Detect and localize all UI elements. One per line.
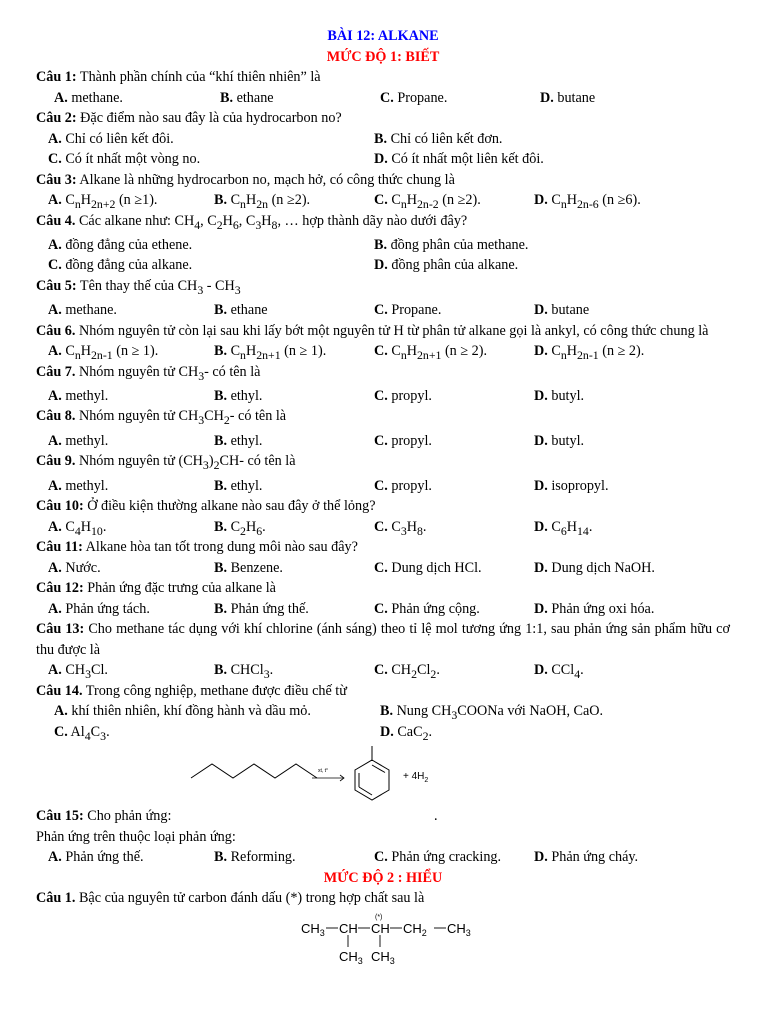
option-label: A. [48, 130, 62, 147]
answer-option [48, 149, 200, 170]
option-label: C. [374, 518, 388, 535]
option-label: D. [374, 257, 388, 274]
option-label: C. [380, 89, 394, 106]
question-number: Câu 1: [36, 69, 77, 85]
option-label: C. [48, 151, 62, 167]
option-label: D. [534, 477, 548, 494]
question-8 [36, 406, 730, 451]
question-text: Alkane hòa tan tốt trong dung môi nào sau đây? [82, 539, 358, 556]
answer-option [214, 847, 296, 868]
question-text: Nhóm nguyên tử $CH_3-$ có tên là [75, 363, 261, 383]
question-text: Trong công nghiệp, methane được điều chế từ [82, 682, 347, 699]
answer-option [214, 341, 326, 365]
option-label: C. [374, 849, 388, 866]
options-row [36, 235, 730, 256]
answer-option [48, 341, 158, 365]
options-row [36, 129, 730, 150]
answer-option [534, 341, 644, 365]
question-h1 [36, 888, 730, 909]
answer-option [374, 129, 502, 150]
answer-option [534, 431, 584, 452]
question-number: Câu 7. [36, 363, 76, 380]
option-text: butyl. [547, 432, 585, 449]
option-text: $C_nH_{2n+2}$ (n ≥1). [61, 192, 158, 211]
option-text: $C_nH_{2n-6}$ (n ≥6). [547, 192, 641, 211]
structure-diagram [36, 909, 730, 989]
answer-option [214, 660, 273, 684]
option-text: đồng phân của methane. [387, 236, 529, 253]
answer-option [534, 300, 589, 321]
answer-option [214, 558, 283, 579]
structure-ch3-branch1: $CH_3$ [339, 948, 363, 966]
question-number: Câu 9. [36, 453, 76, 470]
answer-option [48, 300, 117, 321]
level2-question-1 [36, 888, 730, 909]
option-text: CCl$_4$. [547, 662, 584, 681]
option-text: ethyl. [227, 477, 263, 494]
option-label: B. [214, 432, 228, 449]
question-text: Thành phần chính của “khí thiên nhiên” là [76, 69, 321, 85]
option-text: $C_2H_6$. [227, 518, 266, 538]
option-text: methyl. [61, 432, 109, 449]
option-text: Dung dịch NaOH. [547, 559, 655, 576]
answer-option [374, 599, 480, 620]
question-14 [36, 681, 730, 743]
options-row [36, 722, 730, 743]
option-text: butane [553, 89, 596, 106]
answer-option [48, 847, 144, 868]
question-number: Câu 11: [36, 539, 83, 556]
option-label: B. [214, 662, 228, 679]
options-row [36, 558, 730, 579]
answer-option [48, 190, 157, 214]
question-4 [36, 211, 730, 276]
option-text: khí thiên nhiên, khí đồng hành và dầu mỏ. [67, 703, 311, 720]
question-number: Câu 3: [36, 171, 77, 188]
question-stem [36, 578, 730, 599]
option-text: propyl. [387, 477, 432, 494]
option-text: Benzene. [227, 559, 283, 576]
answer-option [48, 431, 108, 452]
answer-option [534, 847, 638, 868]
answer-option [534, 476, 609, 497]
question-stem [36, 496, 730, 517]
option-text: Propane. [393, 89, 448, 106]
question-number: Câu 8. [36, 408, 76, 425]
answer-option [220, 88, 274, 109]
options-row [36, 847, 730, 868]
answer-option [48, 517, 106, 541]
structure-ch3-left: $CH_3$ [301, 920, 325, 938]
answer-option [374, 431, 432, 452]
question-number: Câu 15: [36, 808, 84, 825]
option-text: Có ít nhất một vòng no. [61, 151, 201, 167]
options-row [36, 88, 730, 109]
question-3 [36, 170, 730, 211]
option-label: D. [534, 559, 548, 576]
option-label: D. [534, 302, 548, 319]
option-text: methane. [67, 89, 123, 106]
option-label: B. [214, 600, 228, 617]
option-text: $C_nH_{2n}$ (n ≥2). [227, 192, 311, 211]
structure-star: (*) [375, 913, 383, 921]
answer-option [534, 599, 654, 620]
option-text: butane [547, 302, 590, 319]
answer-option [374, 190, 481, 214]
question-number: Câu 13: [36, 621, 85, 638]
question-subline: Phản ứng trên thuộc loại phản ứng: [36, 828, 236, 845]
question-stem [36, 888, 730, 909]
question-stem [36, 67, 730, 88]
option-text: Có ít nhất một liên kết đôi. [387, 151, 544, 167]
option-label: D. [534, 849, 548, 866]
reaction-product: + $4H_2$ [403, 771, 429, 785]
answer-option [374, 558, 482, 579]
answer-option [374, 386, 432, 407]
option-text: propyl. [387, 387, 432, 404]
answer-option [380, 88, 447, 109]
option-text: $C_nH_{2n+1}$ (n ≥ 1). [227, 343, 327, 362]
answer-option [48, 386, 108, 407]
option-label: A. [48, 302, 62, 319]
question-text: Bậc của nguyên tử carbon đánh dấu (*) trong hợp chất sau là [75, 890, 425, 907]
question-stem [36, 619, 730, 660]
answer-option [48, 558, 101, 579]
question-13 [36, 619, 730, 681]
answer-option [214, 386, 262, 407]
option-text: Chỉ có liên kết đơn. [387, 130, 503, 147]
answer-option [540, 88, 595, 109]
question-2 [36, 108, 730, 170]
answer-option [534, 558, 655, 579]
question-text: Ở điều kiện thường alkane nào sau đây ở thể lỏng? [83, 498, 376, 515]
option-label: B. [214, 849, 228, 866]
answer-option [48, 660, 108, 684]
section-heading-level1: MỨC ĐỘ 1: BIẾT [326, 48, 440, 65]
option-label: A. [48, 662, 62, 679]
option-text: Propane. [387, 302, 442, 319]
answer-option [534, 386, 584, 407]
answer-option [214, 599, 309, 620]
option-label: A. [48, 849, 62, 866]
question-number: Câu 10: [36, 498, 84, 515]
option-label: A. [48, 387, 62, 404]
options-row [36, 386, 730, 407]
answer-option [214, 300, 268, 321]
option-label: A. [54, 89, 68, 106]
option-label: D. [540, 89, 554, 106]
option-text: $Al_4C_3$. [67, 723, 110, 743]
options-row [36, 255, 730, 276]
answer-option [374, 235, 528, 256]
option-text: CaC$_2$. [393, 723, 433, 743]
option-label: A. [48, 559, 62, 576]
option-label: A. [48, 477, 62, 494]
option-text: $C_nH_{2n-1}$ (n ≥ 2). [547, 343, 645, 362]
level1-questions [36, 67, 730, 742]
question-text: Phản ứng đặc trưng của alkane là [83, 580, 276, 597]
option-label: D. [374, 151, 388, 167]
option-label: B. [374, 130, 388, 147]
option-label: B. [374, 236, 388, 253]
option-label: D. [534, 192, 548, 208]
question-text: Đặc điểm nào sau đây là của hydrocarbon no? [76, 110, 342, 126]
option-label: B. [214, 387, 228, 404]
option-text: Phản ứng cháy. [547, 849, 639, 866]
question-number: Câu 2: [36, 110, 77, 126]
option-text: propyl. [387, 432, 432, 449]
option-label: B. [220, 89, 234, 106]
option-label: B. [214, 477, 228, 494]
option-text: $CH_2Cl_2$. [387, 662, 440, 681]
question-15-body [36, 806, 730, 868]
option-text: Phản ứng tách. [61, 600, 150, 617]
option-text: $C_3H_8$. [387, 518, 427, 538]
question-5 [36, 276, 730, 321]
option-label: A. [48, 518, 62, 535]
option-text: Phản ứng cộng. [387, 600, 480, 617]
option-label: D. [534, 518, 548, 535]
question-stem [36, 170, 730, 191]
answer-option [214, 476, 262, 497]
options-row [36, 300, 730, 321]
option-label: A. [54, 703, 68, 720]
question-stem [36, 321, 730, 342]
option-text: ethane [233, 89, 274, 106]
option-label: C. [374, 192, 388, 208]
question-text: Nhóm nguyên tử $(CH_3)_2CH-$ có tên là [75, 453, 296, 473]
worksheet [36, 26, 730, 989]
option-label: B. [214, 192, 228, 208]
option-text: ethyl. [227, 432, 263, 449]
answer-option [48, 129, 174, 150]
option-label: C. [374, 432, 388, 449]
option-label: B. [380, 703, 394, 720]
options-row [36, 431, 730, 452]
option-label: A. [48, 600, 62, 617]
question-stem [36, 806, 730, 827]
question-number: Câu 6. [36, 322, 76, 339]
question-stem [36, 276, 730, 300]
question-number: Câu 1. [36, 890, 76, 907]
option-label: B. [214, 518, 228, 535]
option-label: C. [374, 559, 388, 576]
answer-option [374, 660, 440, 684]
option-label: B. [214, 559, 228, 576]
option-label: D. [534, 662, 548, 679]
answer-option [534, 517, 592, 541]
question-text: Tên thay thế của $CH_3 - CH_3$ [76, 277, 241, 297]
answer-option [48, 255, 192, 276]
option-text: $C_nH_{2n-2}$ (n ≥2). [387, 192, 481, 211]
option-text: methyl. [61, 387, 109, 404]
reaction-condition: xt, t° [318, 768, 329, 775]
option-label: A. [48, 236, 62, 253]
section-heading-level2: MỨC ĐỘ 2 : HIỂU [323, 869, 443, 886]
question-text: Cho phản ứng: [83, 808, 172, 825]
options-row [36, 517, 730, 538]
answer-option [374, 847, 501, 868]
option-label: C. [374, 662, 388, 679]
answer-option [374, 476, 432, 497]
toluene-ring [355, 746, 389, 800]
option-label: A. [48, 432, 62, 449]
option-text: đồng phân của alkane. [387, 257, 519, 274]
option-text: butyl. [547, 387, 585, 404]
option-text: $C_nH_{2n-1}$ (n ≥ 1). [61, 343, 159, 362]
answer-option [534, 660, 584, 684]
option-text: đồng đẳng của alkane. [61, 257, 193, 274]
option-label: D. [534, 387, 548, 404]
answer-option [374, 341, 487, 365]
option-text: Reforming. [227, 849, 296, 866]
options-row [36, 190, 730, 211]
reaction-diagram [36, 742, 730, 806]
answer-option [48, 476, 108, 497]
options-row [36, 476, 730, 497]
option-text: $C_4H_{10}$. [61, 518, 107, 538]
option-label: C. [374, 343, 388, 360]
options-row [36, 341, 730, 362]
answer-option [374, 300, 441, 321]
question-stem [36, 108, 730, 129]
question-11 [36, 537, 730, 578]
answer-option [48, 235, 192, 256]
options-row [36, 701, 730, 722]
option-text: ethane [227, 302, 268, 319]
structure-ch2: $CH_2$ [403, 920, 427, 938]
structure-svg [36, 909, 730, 989]
structure-ch3-branch2: $CH_3$ [371, 948, 395, 966]
answer-option [374, 149, 544, 170]
structure-ch: CH [339, 920, 358, 936]
option-label: C. [374, 387, 388, 404]
question-text: Alkane là những hydrocarbon no, mạch hở, có công thức chung là [76, 171, 455, 188]
option-label: D. [534, 600, 548, 617]
question-9 [36, 451, 730, 496]
option-text: $C_6H_{14}$. [547, 518, 593, 538]
question-6 [36, 321, 730, 362]
option-label: C. [48, 257, 62, 274]
answer-option [214, 431, 262, 452]
question-text: Cho methane tác dụng với khí chlorine (ánh sáng) theo tỉ lệ mol tương ứng 1:1, sau phản ứng sản phẩm hữu cơ thu được là [36, 621, 730, 658]
structure-ch3-right: $CH_3$ [447, 920, 471, 938]
option-label: A. [48, 192, 62, 208]
option-text: $C_nH_{2n+1}$ (n ≥ 2). [387, 343, 488, 362]
answer-option [214, 517, 266, 541]
option-label: D. [534, 343, 548, 360]
option-text: Nước. [61, 559, 101, 576]
option-label: B. [214, 302, 228, 319]
question-text: Nhóm nguyên tử $CH_3CH_2-$ có tên là [75, 408, 287, 428]
option-text: $CH_3Cl$. [61, 662, 108, 681]
question-text: Các alkane như: $CH_4$, $C_2H_6$, $C_3H_8$, … hợp thành dãy nào dưới đây? [75, 212, 468, 232]
option-text: Phản ứng thế. [61, 849, 144, 866]
answer-option [374, 255, 518, 276]
option-text: Chỉ có liên kết đôi. [61, 130, 174, 147]
option-label: B. [214, 343, 228, 360]
options-row [36, 149, 730, 170]
question-number: Câu 14. [36, 682, 83, 699]
question-12 [36, 578, 730, 619]
option-label: A. [48, 343, 62, 360]
option-text: isopropyl. [547, 477, 609, 494]
options-row [36, 660, 730, 681]
option-text: đồng đẳng của ethene. [61, 236, 193, 253]
option-label: C. [374, 477, 388, 494]
option-text: Phản ứng thế. [227, 600, 309, 617]
question-7 [36, 362, 730, 407]
answer-option [48, 599, 150, 620]
question-number: Câu 12: [36, 580, 84, 597]
option-label: D. [380, 723, 394, 740]
answer-option [534, 190, 641, 214]
option-text: methyl. [61, 477, 109, 494]
question-number: Câu 5: [36, 277, 77, 294]
answer-option [374, 517, 426, 541]
question-tail: . [434, 808, 438, 825]
question-15 [36, 806, 730, 868]
option-label: D. [534, 432, 548, 449]
option-text: Dung dịch HCl. [387, 559, 482, 576]
option-text: Phản ứng cracking. [387, 849, 502, 866]
answer-option [214, 190, 310, 214]
option-label: C. [54, 723, 68, 740]
option-text: Phản ứng oxi hóa. [547, 600, 655, 617]
option-label: C. [374, 600, 388, 617]
option-text: CHCl$_3$. [227, 662, 274, 681]
options-row [36, 599, 730, 620]
option-text: ethyl. [227, 387, 263, 404]
option-text: methane. [61, 302, 117, 319]
question-text: Nhóm nguyên tử còn lại sau khi lấy bớt một nguyên tử H từ phân tử alkane gọi là ankyl, có công thức chung là [75, 322, 709, 339]
question-10 [36, 496, 730, 537]
option-label: C. [374, 302, 388, 319]
page-title: BÀI 12: ALKANE [327, 28, 439, 44]
question-1 [36, 67, 730, 108]
answer-option [54, 701, 311, 722]
heptane-chain [191, 764, 317, 778]
question-number: Câu 4. [36, 212, 76, 229]
option-text: Nung $CH_3COONa$ với NaOH, CaO. [393, 703, 604, 722]
structure-labels [301, 914, 471, 966]
answer-option [54, 88, 123, 109]
question-stem [36, 451, 730, 475]
question-stem [36, 406, 730, 430]
structure-ch-marked: CH [371, 920, 390, 936]
reaction-svg [36, 742, 730, 806]
